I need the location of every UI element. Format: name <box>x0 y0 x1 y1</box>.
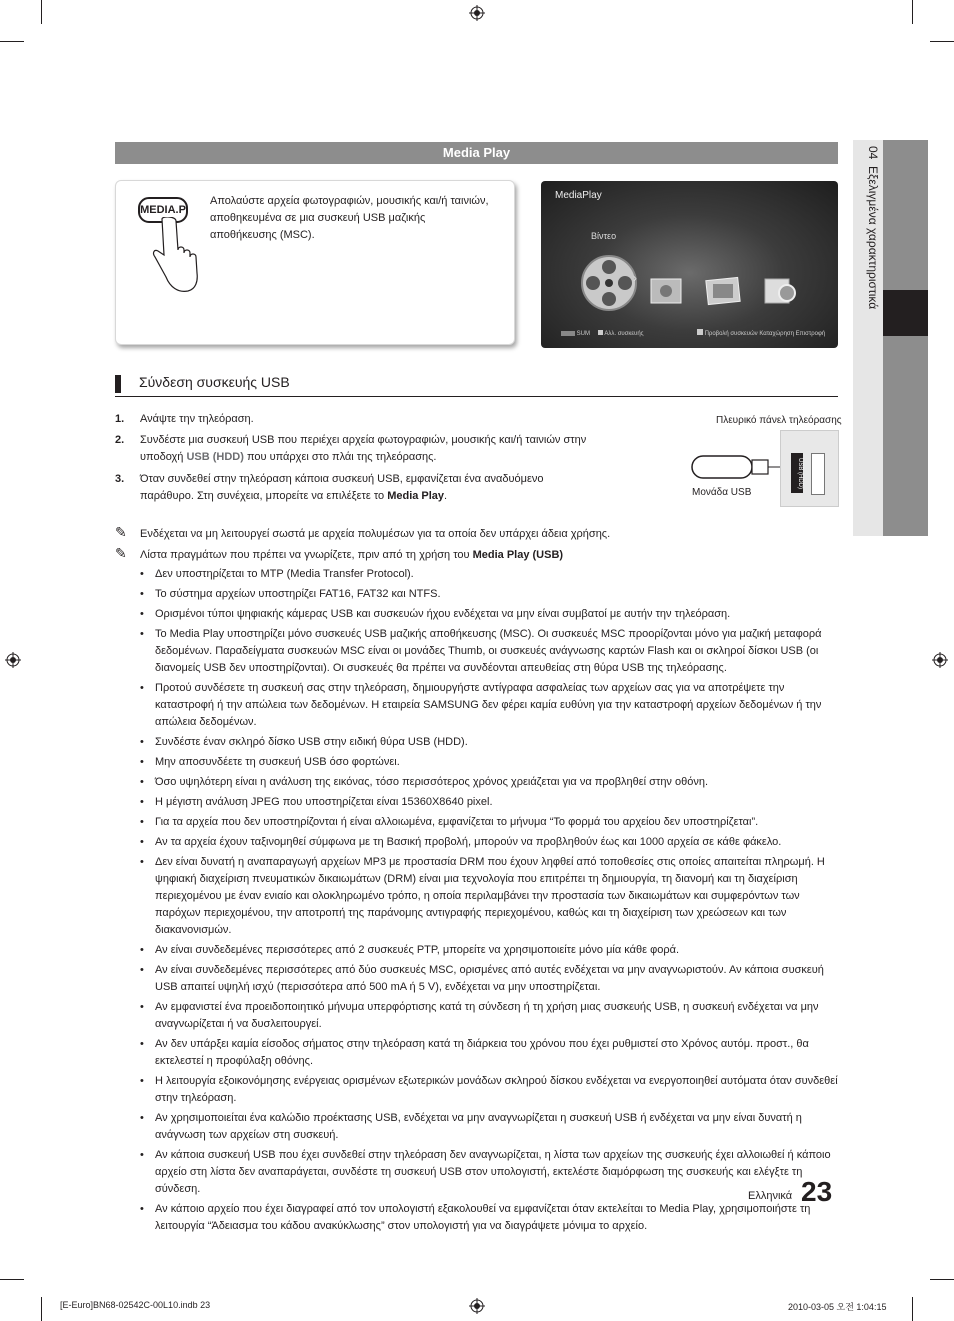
bullet-dot-icon: • <box>140 836 144 848</box>
bullet-item <box>140 1110 840 1144</box>
tv-side-panel-illustration <box>780 430 839 507</box>
footer-timestamp: 2010-03-05 오전 1:04:15 <box>788 1302 887 1312</box>
bullet-text: Το Media Play υποστηρίζει μόνο συσκευές USB μαζικής αποθήκευσης (MSC). Οι συσκευές MSC προορίζονται μόνο για μαζική μεταφορά δεδομένων. Παραδείγματα συσκευών MSC είναι οι μονάδες Thumb, οι συσκευές ανάγνωσης καρτών Flash και οι σκληροί δίσκοι USB (οι διανομείς USB δεν υποστηρίζονται). Οι συσκευές θα πρέπει να συνδέονται απευθείας στη θύρα USB της τηλεόρασης. <box>155 628 822 674</box>
bullet-text: Η λειτουργία εξοικονόμησης ενέργειας ορισμένων εξωτερικών μονάδων σκληρού δίσκου ενδέχεται να ενεργοποιηθεί αυτόματα όταν συνδεθεί στην τηλεόραση. <box>155 1075 838 1104</box>
crop-mark <box>912 0 913 24</box>
bullet-text: Αν κάποιο αρχείο που έχει διαγραφεί από τον υπολογιστή εξακολουθεί να εμφανίζεται όταν εκτελείται το Media Play, χρησιμοποιήστε τη λειτουργία “Άδειασμα του κάδου ανακύκλωσης” στον υπολογιστή για να διαγράψετε μόνιμα το αρχείο. <box>155 1203 811 1232</box>
side-tab-dark <box>883 140 928 536</box>
page-language: Ελληνικά <box>748 1190 793 1202</box>
bullet-text: Το σύστημα αρχείων υποστηρίζει FAT16, FAT32 και NTFS. <box>155 588 441 600</box>
bullet-dot-icon: • <box>140 856 144 868</box>
note-text: Ενδέχεται να μη λειτουργεί σωστά με αρχεία πολυμέσων για τα οποία δεν υπάρχει άδεια χρήσης. <box>140 528 611 540</box>
bullet-dot-icon: • <box>140 568 144 580</box>
bullet-text: Αν δεν υπάρξει καμία είσοδος σήματος στην τηλεόραση κατά τη διάρκεια του χρόνου που έχει ρυθμιστεί στο Χρόνος αυτόμ. προστ., θα εκτελεστεί η προφύλαξη οθόνης. <box>155 1038 809 1067</box>
bullet-dot-icon: • <box>140 756 144 768</box>
bullet-dot-icon: • <box>140 628 144 640</box>
bullet-item <box>140 1073 840 1107</box>
step-number: 2. <box>115 434 125 446</box>
crop-mark <box>912 1297 913 1321</box>
bullet-dot-icon: • <box>140 1203 144 1215</box>
bullet-dot-icon: • <box>140 944 144 956</box>
section-title: Σύνδεση συσκευής USB <box>139 374 290 390</box>
hand-pointer-icon <box>150 217 202 297</box>
bullet-item <box>140 794 840 811</box>
crop-mark <box>930 1279 954 1280</box>
usb-drive-icon <box>690 452 780 482</box>
bullet-dot-icon: • <box>140 682 144 694</box>
tv-record: Καταχώρηση <box>759 331 794 337</box>
page-number: 23 <box>801 1176 833 1207</box>
tv-menu-item-video: Βίντεο <box>591 231 617 241</box>
bullet-text: Συνδέστε έναν σκληρό δίσκο USB στην ειδική θύρα USB (HDD). <box>155 736 468 748</box>
side-tab-marker <box>883 290 928 336</box>
bullet-item <box>140 774 840 791</box>
bullet-item <box>140 999 840 1033</box>
registration-mark-icon <box>5 652 21 668</box>
mediaplay-screenshot <box>541 181 838 348</box>
section-heading <box>115 372 838 397</box>
intro-box <box>115 180 515 345</box>
bullet-item <box>140 626 840 677</box>
registration-mark-icon <box>469 1298 485 1314</box>
photo-icon <box>649 276 683 306</box>
chapter-label: Εξελιγμένα χαρακτηριστικά <box>866 166 880 310</box>
bullet-item <box>140 814 840 831</box>
bullet-item <box>140 1147 840 1198</box>
usb-port-label: USB (HDD) <box>791 453 803 493</box>
bullet-item <box>140 680 840 731</box>
usb-drive-label: Μονάδα USB <box>692 487 752 498</box>
bullet-item <box>140 566 840 583</box>
heading-marker <box>115 375 121 393</box>
settings-icon <box>763 273 799 307</box>
step-number: 1. <box>115 413 125 425</box>
bullet-list <box>140 566 840 1238</box>
music-icon <box>705 276 741 306</box>
bullet-text: Για τα αρχεία που δεν υποστηρίζονται ή είναι αλλοιωμένα, εμφανίζεται το μήνυμα “Το φορμά του αρχείου δεν υποστηρίζεται”. <box>155 816 759 828</box>
bullet-item <box>140 586 840 603</box>
bullet-text: Η μέγιστη ανάλυση JPEG που υποστηρίζεται είναι 15360X8640 pixel. <box>155 796 493 808</box>
step-number: 3. <box>115 473 125 485</box>
media-p-button: MEDIA.P <box>138 197 188 223</box>
registration-mark-icon <box>469 5 485 21</box>
tv-screen-title: MediaPlay <box>555 190 602 201</box>
crop-mark <box>41 0 42 24</box>
bullet-text: Αν είναι συνδεδεμένες περισσότερες από δύο συσκευές MSC, ορισμένες από αυτές ενδέχεται να μην αναγνωριστούν. Αν κάποια συσκευή USB απαιτεί υψηλή ισχύ (περισσότερα από 500 mA ή 5 V), ενδέχεται να μην υποστηρίζεται. <box>155 964 824 993</box>
bullet-item <box>140 1201 840 1235</box>
a-button-icon <box>598 330 603 335</box>
step-text: Ανάψτε την τηλεόραση. <box>140 413 254 425</box>
bullet-text: Δεν είναι δυνατή η αναπαραγωγή αρχείων MP3 με προστασία DRM που έχουν ληφθεί από τοποθεσίες στις οποίες απαιτείται πληρωμή. Η ψηφιακή διαχείριση πνευματικών δικαιωμάτων (DRM) είναι μια τεχνολογία που επιτρέπει τη δημιουργία, τη διανομή και τη διαχείριση περιεχομένου με έναν ενιαίο και ολοκληρωμένο τρόπο, η οποία περιλαμβάνει την προστασία των δικαιωμάτων και συμφερόντων των παρόχων περιεχομένου, την αποτροπή της παράνομης αντιγραφής περιεχομένου, καθώς και τη διαχείριση των χρεώσεων και των διακανονισμών. <box>155 856 825 936</box>
crop-mark <box>0 1279 24 1280</box>
crop-mark <box>930 41 954 42</box>
bullet-dot-icon: • <box>140 796 144 808</box>
film-reel-icon <box>579 253 639 313</box>
tv-bottom-bar <box>561 329 831 337</box>
bullet-text: Αν τα αρχεία έχουν ταξινομηθεί σύμφωνα με τη Βασική προβολή, μπορούν να προβληθούν έως και 1000 αρχεία σε κάθε φάκελο. <box>155 836 782 848</box>
side-panel-label: Πλευρικό πάνελ τηλεόρασης <box>716 415 842 426</box>
bullet-dot-icon: • <box>140 1075 144 1087</box>
bullet-dot-icon: • <box>140 608 144 620</box>
chevron-right-icon: › <box>633 271 637 285</box>
tv-view-devices: Προβολή συσκευών <box>704 331 758 337</box>
bullet-item <box>140 1036 840 1070</box>
tv-change-device: Αλλ. συσκευής <box>604 331 644 337</box>
note-pencil-icon: ✎ <box>115 524 127 540</box>
bullet-text: Ορισμένοι τύποι ψηφιακής κάμερας USB και συσκευών ήχου ενδέχεται να μην είναι συμβατοί με αυτήν την τηλεόραση. <box>155 608 731 620</box>
bullet-dot-icon: • <box>140 816 144 828</box>
note-text: Λίστα πραγμάτων που πρέπει να γνωρίζετε, πριν από τη χρήση του Media Play (USB) <box>140 549 564 561</box>
bullet-text: Δεν υποστηρίζεται το MTP (Media Transfer Protocol). <box>155 568 414 580</box>
bullet-item <box>140 854 840 939</box>
crop-mark <box>0 41 24 42</box>
bullet-dot-icon: • <box>140 1038 144 1050</box>
bullet-item <box>140 754 840 771</box>
bullet-dot-icon: • <box>140 736 144 748</box>
d-button-icon <box>697 329 703 335</box>
step-text: Όταν συνδεθεί στην τηλεόραση κάποια συσκευή USB, εμφανίζεται ένα αναδυόμενο παράθυρο. Στη συνέχεια, μπορείτε να επιλέξετε το Media Play. <box>140 473 544 502</box>
bullet-dot-icon: • <box>140 776 144 788</box>
remote-button-icon <box>561 331 575 336</box>
tv-return: Επιστροφή <box>795 331 826 337</box>
bullet-item <box>140 834 840 851</box>
bullet-text: Μην αποσυνδέετε τη συσκευή USB όσο φορτώνει. <box>155 756 400 768</box>
bullet-dot-icon: • <box>140 588 144 600</box>
bullet-dot-icon: • <box>140 1001 144 1013</box>
tv-sum-label: SUM <box>576 331 591 337</box>
bullet-text: Αν είναι συνδεδεμένες περισσότερες από 2 συσκευές PTP, μπορείτε να χρησιμοποιείτε μόνο μία κάθε φορά. <box>155 944 680 956</box>
bullet-item <box>140 962 840 996</box>
bullet-text: Αν κάποια συσκευή USB που έχει συνδεθεί στην τηλεόραση δεν αναγνωρίζεται, η λίστα των αρχείων της συσκευής έχει αλλοιωθεί ή κάποιο αρχείο στη λίστα δεν αναπαράγεται, συνδέστε τη συσκευή USB στον υπολογιστή, εκτελέστε διαμόρφωση της συσκευής και ελέγξτε τη σύνδεση. <box>155 1149 831 1195</box>
crop-mark <box>41 1297 42 1321</box>
footer-file-info: [E-Euro]BN68-02542C-00L10.indb 23 <box>60 1300 211 1310</box>
bullet-dot-icon: • <box>140 1149 144 1161</box>
registration-mark-icon <box>932 652 948 668</box>
step-text: Συνδέστε μια συσκευή USB που περιέχει αρχεία φωτογραφιών, μουσικής και/ή ταινιών στην υποδοχή USB (HDD) που υπάρχει στο πλάι της τηλεόρασης. <box>140 434 587 463</box>
port-slot <box>811 453 825 495</box>
bullet-text: Όσο υψηλότερη είναι η ανάλυση της εικόνας, τόσο περισσότερος χρόνος χρειάζεται για να προβληθεί στην οθόνη. <box>155 776 709 788</box>
bullet-dot-icon: • <box>140 964 144 976</box>
bullet-text: Προτού συνδέσετε τη συσκευή σας στην τηλεόραση, δημιουργήστε αντίγραφα ασφαλείας των αρχείων σας για να αποτρέψετε την καταστροφή ή την απώλεια των δεδομένων. Η εταιρεία SAMSUNG δεν φέρει καμία ευθύνη για την καταστροφή αρχείων δεδομένων ή την απώλεια δεδομένων. <box>155 682 822 728</box>
side-tab-text <box>856 146 880 406</box>
bullet-text: Αν χρησιμοποιείται ένα καλώδιο προέκτασης USB, ενδέχεται να μην αναγνωρίζεται η συσκευή USB ή ενδέχεται να μην είναι δυνατή η ανάγνωση των αρχείων στη συσκευή. <box>155 1112 802 1141</box>
bullet-item <box>140 606 840 623</box>
bullet-item <box>140 942 840 959</box>
section-header: Media Play <box>115 142 838 164</box>
intro-text: Απολαύστε αρχεία φωτογραφιών, μουσικής και/ή ταινιών, αποθηκευμένα σε μια συσκευή USB μαζικής αποθήκευσης (MSC). <box>210 195 489 241</box>
bullet-dot-icon: • <box>140 1112 144 1124</box>
chapter-number: 04 <box>866 146 880 160</box>
bullet-item <box>140 734 840 751</box>
note-pencil-icon: ✎ <box>115 545 127 561</box>
bullet-text: Αν εμφανιστεί ένα προειδοποιητικό μήνυμα υπερφόρτισης κατά τη σύνδεση ή τη χρήση μιας συσκευής USB, η συσκευή ενδέχεται να μην αναγνωρίζεται ή να δυσλειτουργεί. <box>155 1001 819 1030</box>
